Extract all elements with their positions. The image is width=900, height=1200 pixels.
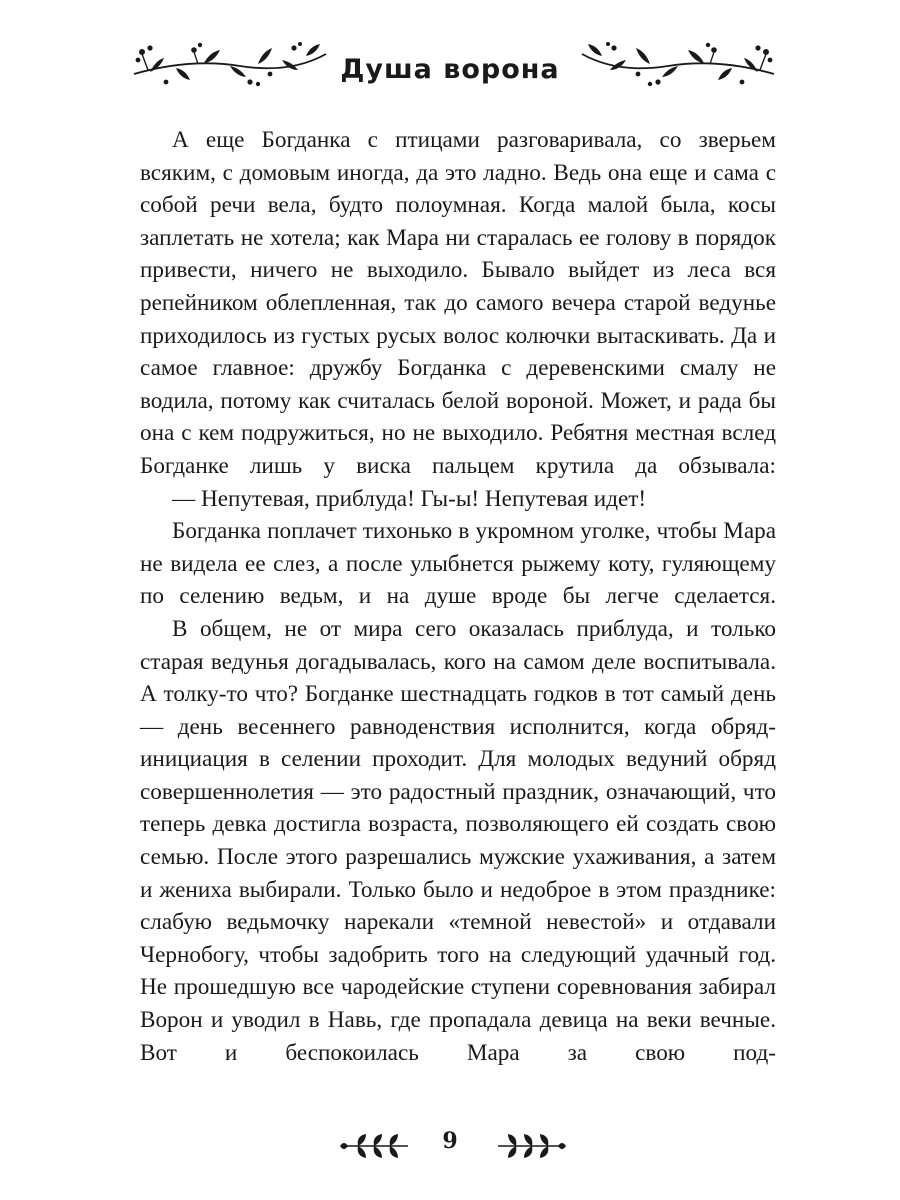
body-text — [140, 124, 776, 1069]
floral-vine-ornament-icon — [578, 40, 778, 88]
dialogue-line: — Непутевая, приблуда! Гы-ы! Непутевая идет! — [172, 485, 647, 512]
running-title: Душа ворона — [340, 54, 560, 85]
page-footer — [0, 1128, 900, 1168]
paragraph: А еще Богданка с птицами разговаривала, со зверьем всяким, с домовым иногда, да это ладно. Ведь она еще и сама с собой речи вела, будто полоумная. Когда малой была, косы заплетать не хотела; как Мара ни старалась ее голову в порядок привести, ничего не выходило. Бывало выйдет из леса вся репейником облепленная, так до самого вечера старой ведунье приходилось из густых русых волос колючки вытаскивать. Да и самое главное: дружбу Богданка с деревенскими смалу не водила, потому как считалась белой вороной. Может, и рада бы она с кем подружиться, но не выходило. Ребятня местная вслед Богданке лишь у виска пальцем крутила да обзывала: — [140, 127, 776, 479]
page-header — [0, 36, 900, 96]
leaf-sprig-ornament-icon — [494, 1130, 570, 1162]
paragraph: В общем, не от мира сего оказалась приблуда, и только старая ведунья догадывалась, кого на самом деле воспитывала. А толку-то что? Богданке шестнадцать годков в тот самый день — день весеннего равноденствия исполнится, когда обряд-инициация в селении проходит. Для молодых ведуний обряд совершеннолетия — это радостный праздник, означающий, что теперь девка достигла возраста, позволяющего ей создать свою семью. После этого разрешались мужские ухаживания, а затем и жениха выбирали. Только было и недоброе в этом празднике: слабую ведьмочку нарекали «темной невестой» и отдавали Чернобогу, чтобы задобрить того на следующий удачный год. Не прошедшую все чародейские ступени соревнования забирал Ворон и уводил в Навь, где пропадала девица на веки вечные. Вот и беспокоилась Мара за свою под- — [140, 615, 776, 1066]
page-number: 9 — [442, 1128, 458, 1154]
paragraph: Богданка поплачет тихонько в укромном уголке, чтобы Мара не видела ее слез, а после улыбнется рыжему коту, гуляющему по селению ведьм, и на душе вроде бы легче сделается. — [140, 518, 776, 610]
